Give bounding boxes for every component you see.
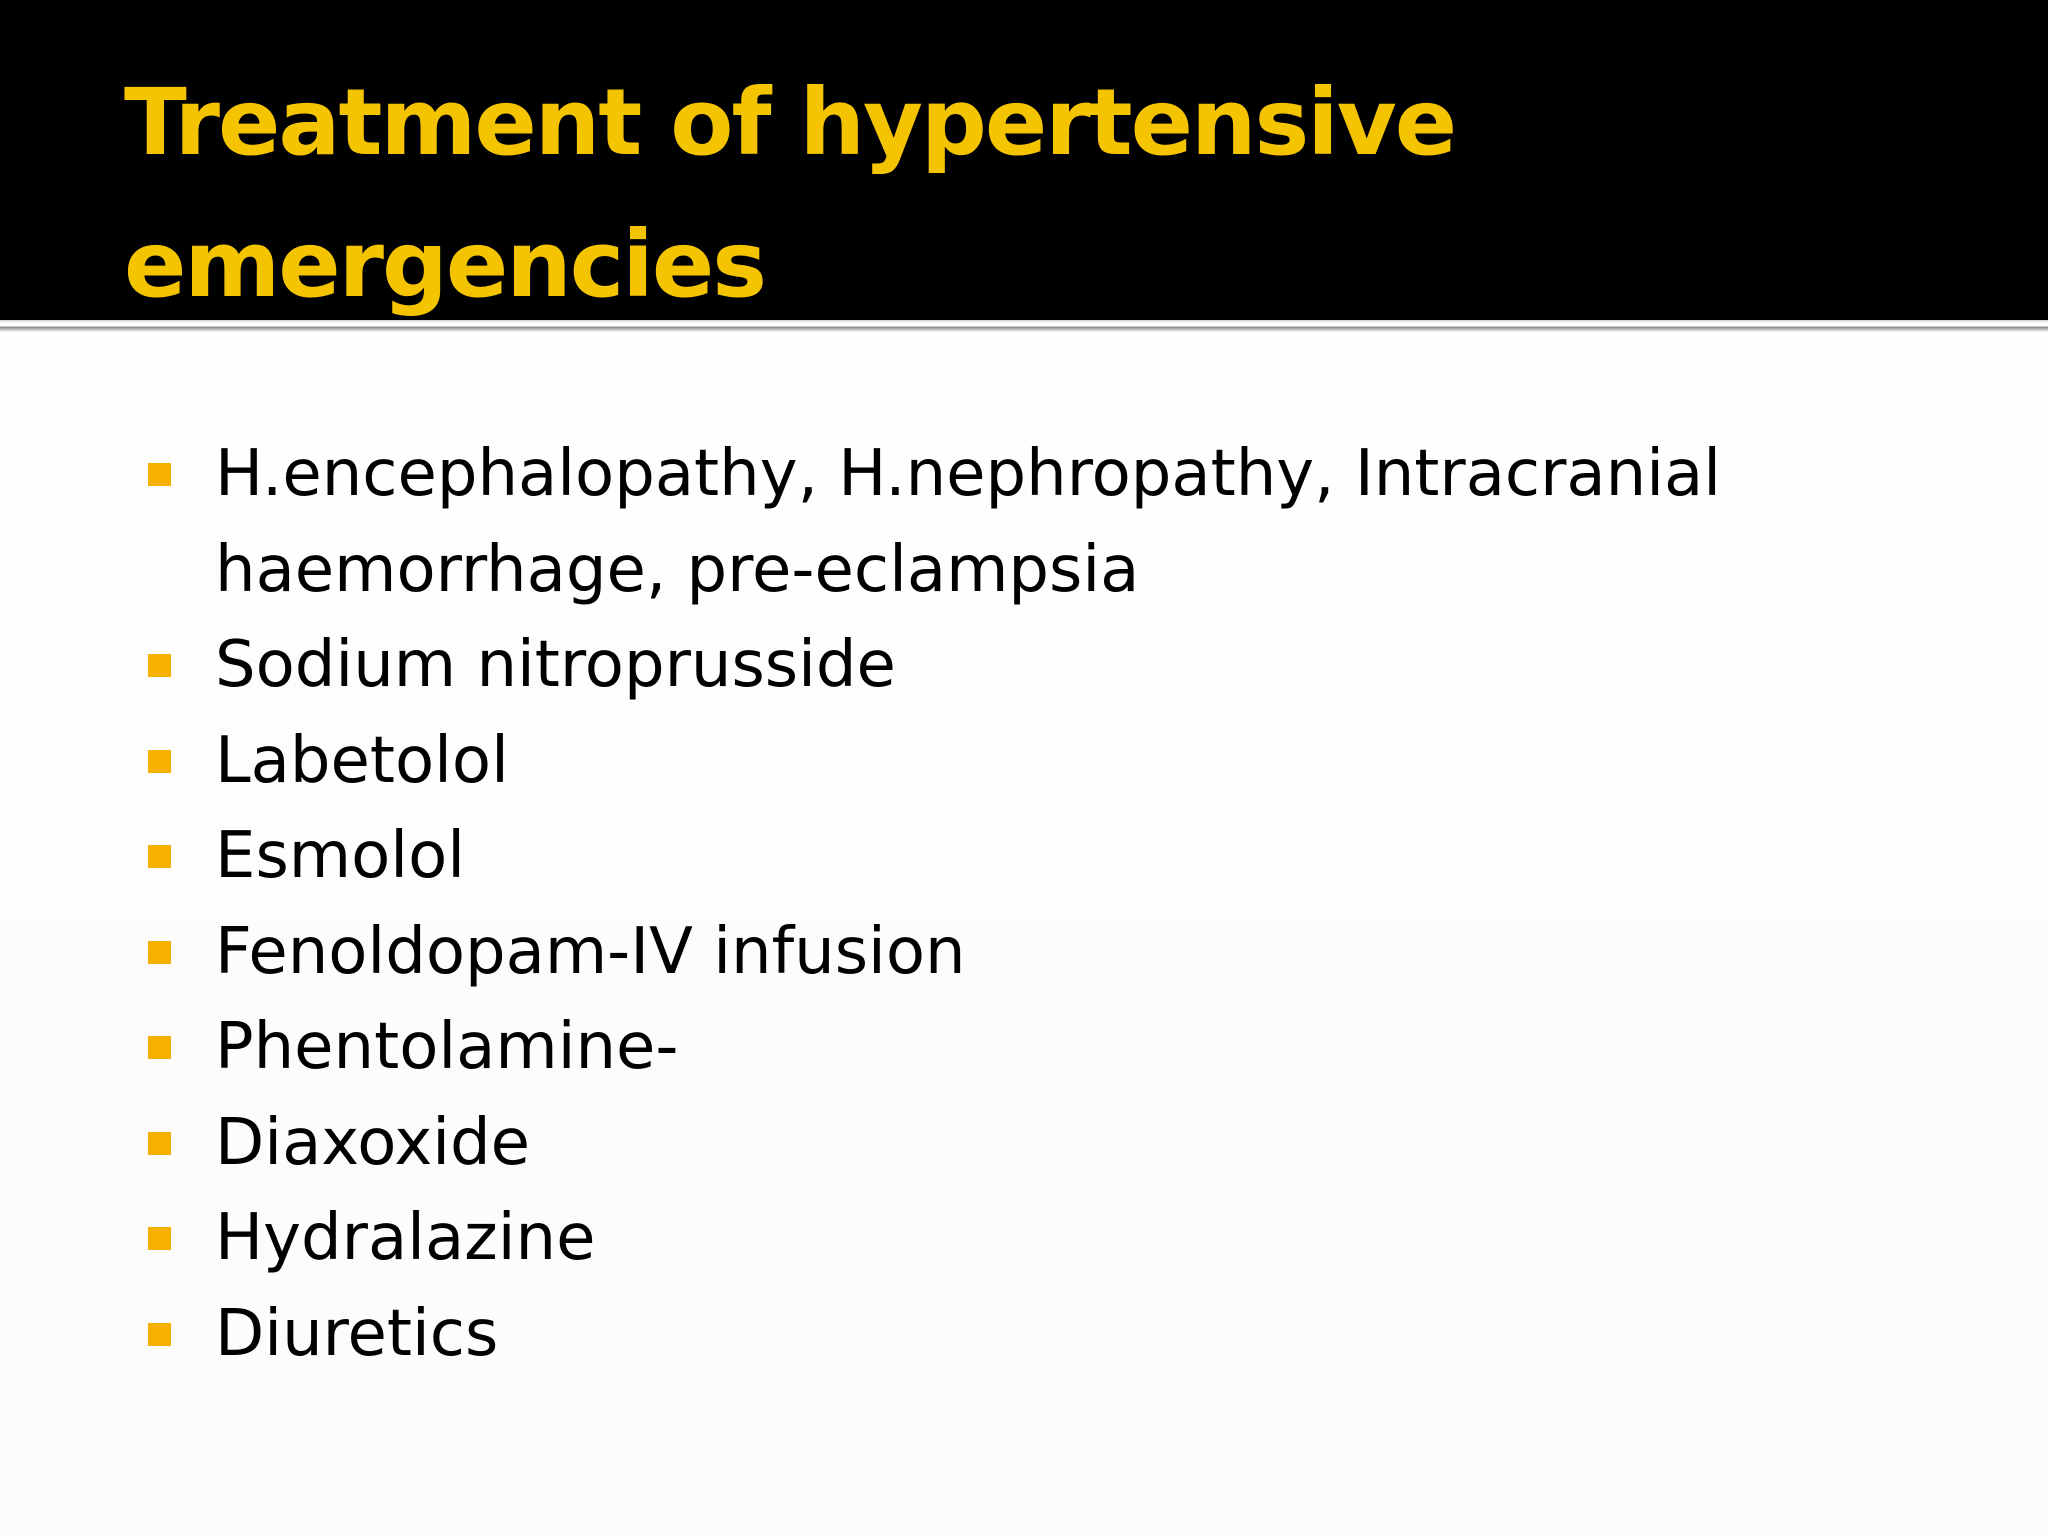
bullet-line: Phentolamine-: [215, 1010, 679, 1084]
bullet-line: haemorrhage, pre-eclampsia: [215, 532, 1140, 607]
bullet-item: [0, 905, 2048, 1001]
square-bullet-icon: [148, 463, 171, 486]
slide-title: [124, 52, 1824, 336]
bullet-item: [0, 1000, 2048, 1096]
bullet-item: [0, 1191, 2048, 1287]
bullet-text: [215, 1096, 1848, 1192]
square-bullet-icon: [148, 750, 171, 773]
bullet-text: [215, 905, 1848, 1001]
title-divider: [0, 320, 2048, 332]
square-bullet-icon: [148, 941, 171, 964]
bullet-line: Labetolol: [215, 723, 509, 798]
bullet-text: [215, 1000, 1848, 1096]
bullet-item: [0, 809, 2048, 905]
bullet-text: [215, 618, 1848, 714]
bullet-item: [0, 1287, 2048, 1383]
bullet-text: [215, 427, 1848, 618]
bullet-line: Diaxoxide: [215, 1105, 531, 1180]
bullet-item: [0, 1096, 2048, 1192]
bullet-list: [0, 427, 2048, 1382]
bullet-text: [215, 714, 1848, 810]
square-bullet-icon: [148, 1227, 171, 1250]
bullet-line: Diuretics: [215, 1296, 499, 1371]
bullet-text: [215, 809, 1848, 905]
square-bullet-icon: [148, 1132, 171, 1155]
bullet-line: Hydralazine: [215, 1201, 596, 1275]
bullet-item: [0, 427, 2048, 618]
square-bullet-icon: [148, 654, 171, 677]
bullet-item: [0, 714, 2048, 810]
title-bar: [0, 0, 2048, 320]
bullet-line: Fenoldopam-IV infusion: [215, 914, 966, 989]
bullet-line: Esmolol: [215, 819, 465, 893]
bullet-item: [0, 618, 2048, 714]
bullet-text: [215, 1287, 1848, 1383]
bullet-line: Sodium nitroprusside: [215, 628, 896, 702]
slide-title-line: Treatment of hypertensive: [124, 69, 1456, 176]
slide-title-line: emergencies: [124, 211, 766, 318]
square-bullet-icon: [148, 1036, 171, 1059]
bullet-text: [215, 1191, 1848, 1287]
bullet-line: H.encephalopathy, H.nephropathy, Intracranial: [215, 437, 1721, 511]
square-bullet-icon: [148, 845, 171, 868]
square-bullet-icon: [148, 1323, 171, 1346]
